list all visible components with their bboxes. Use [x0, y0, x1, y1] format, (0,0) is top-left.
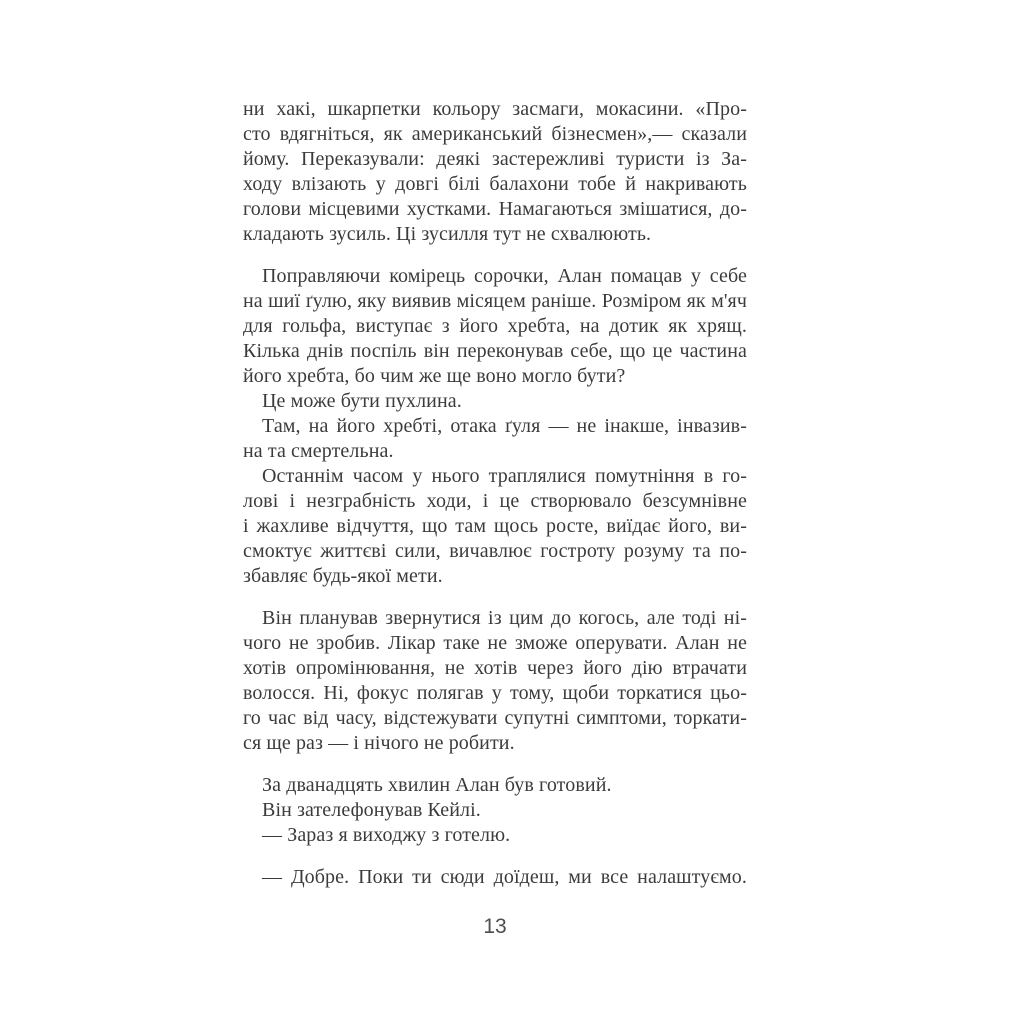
text-line: Він планував звернутися із цим до когось, але тоді ні- — [262, 607, 747, 629]
text-line: Поправляючи комірець сорочки, Алан помацав у себе — [262, 265, 747, 287]
text-line: Це може бути пухлина. — [262, 390, 462, 412]
text-block — [243, 97, 747, 890]
text-line: для гольфа, виступає з його хребта, на дотик як хрящ. — [243, 315, 747, 337]
text-line: голови місцевими хустками. Намагаються змішатися, до- — [243, 198, 747, 220]
text-line: сто вдягніться, як американський бізнесмен»,— сказали — [243, 123, 747, 145]
text-line: ходу влізають у довгі білі балахони тобе й накривають — [243, 173, 747, 195]
text-line: йому. Переказували: деякі застережливі туристи із За- — [243, 148, 747, 170]
paragraph — [243, 414, 747, 464]
text-line: і жахливе відчуття, що там щось росте, виїдає його, ви- — [243, 515, 747, 537]
paragraph — [243, 389, 747, 414]
text-line: збавляє будь-якої мети. — [243, 565, 443, 587]
text-line: волосся. Ні, фокус полягав у тому, щоби торкатися цьо- — [243, 682, 747, 704]
text-line: ся ще раз — і нічого не робити. — [243, 732, 515, 754]
paragraph — [243, 464, 747, 589]
text-line: кладають зусиль. Ці зусилля тут не схвалюють. — [243, 223, 652, 245]
text-line: Він зателефонував Кейлі. — [262, 799, 481, 821]
text-line: на та смертельна. — [243, 440, 394, 462]
paragraph — [243, 865, 747, 890]
paragraph — [243, 773, 747, 798]
text-line: чого не зробив. Лікар таке не зможе оперувати. Алан не — [243, 632, 747, 654]
text-line: хотів опромінювання, не хотів через його дію втрачати — [243, 657, 747, 679]
text-line: Останнім часом у нього траплялися помутніння в го- — [262, 465, 747, 487]
text-line: — Добре. Поки ти сюди доїдеш, ми все налаштуємо. — [262, 866, 747, 888]
paragraph — [243, 606, 747, 756]
text-line: За дванадцять хвилин Алан був готовий. — [262, 774, 612, 796]
text-line: Кілька днів поспіль він переконував себе, що це частина — [243, 340, 747, 362]
text-line: його хребта, бо чим же ще воно могло бути? — [243, 365, 626, 387]
text-line: на шиї ґулю, яку виявив місяцем раніше. Розміром як м'яч — [243, 290, 747, 312]
text-line: — Зараз я виходжу з готелю. — [262, 824, 511, 846]
text-line: ни хакі, шкарпетки кольору засмаги, мокасини. «Про- — [243, 98, 747, 120]
paragraph — [243, 97, 747, 247]
text-line: лові і незграбність ходи, і це створювало безсумнівне — [243, 490, 747, 512]
paragraph — [243, 798, 747, 823]
paragraph — [243, 823, 747, 848]
text-line: смоктує життєві сили, вичавлює гостроту розуму та по- — [243, 540, 747, 562]
paragraph — [243, 264, 747, 389]
page-number: 13 — [483, 915, 507, 938]
text-line: Там, на його хребті, отака ґуля — не інакше, інвазив- — [262, 415, 747, 437]
text-line: го час від часу, відстежувати супутні симптоми, торкати- — [243, 707, 747, 729]
